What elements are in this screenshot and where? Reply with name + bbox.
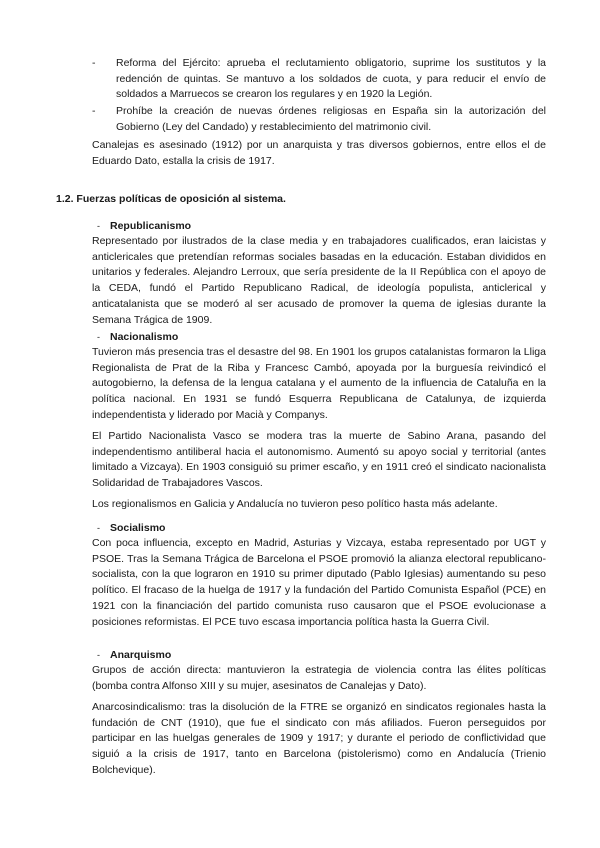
bullet-item-army-reform [92,56,546,103]
sub-bullet: - [97,650,100,660]
heading-anarquismo: - Anarquismo [97,649,172,661]
canalejas-paragraph: Canalejas es asesinado (1912) por un anarquista y tras diversos gobiernos, entre ellos el de Eduardo Dato, estalla la crisis de 1917. [92,139,546,167]
bullet-dash: - [92,57,96,69]
heading-nacionalismo: - Nacionalismo [97,331,179,343]
anarquismo-paragraph-2: Anarcosindicalismo: tras la disolución de la FTRE se organizó en sindicatos regionales hasta la fundación de CNT (1910), que fue el sindicato con más afiliados. Fueron perseguidos por participar en las huelgas generales de 1909 y 1917; y durante el periodo de conflictividad que siguió a la crisis de 1917, tanto en Barcelona (pistolerismo) como en Andalucía (Trienio Bolchevique). [92,701,546,776]
socialismo-paragraph: Con poca influencia, excepto en Madrid, Asturias y Vizcaya, estaba representado por UGT y PSOE. Tras la Semana Trágica de Barcelona el PSOE promovió la alianza electoral republicano-socialista, con la que lograron en 1910 su primer diputado (Pablo Iglesias) aumentando su peso político. El fracaso de la huelga de 1917 y la fundación del Partido Comunista Español (PCE) en 1921 con la financiación del partido comunista ruso causaron que el PSOE evolucionase a posiciones reformistas. El PCE tuvo escasa importancia política hasta la Guerra Civil. [92,537,546,628]
sub-bullet: - [97,332,100,342]
nacionalismo-paragraph-2: El Partido Nacionalista Vasco se modera tras la muerte de Sabino Arana, pasando del independentismo antiliberal hacia el autonomismo. Aumentó su apoyo social y territorial (antes limitado a Vizcaya). En 1903 consiguió su primer escaño, y en 1911 creó el sindicato nacionalista Solidaridad de Trabajadores Vascos. [92,430,546,490]
bullet-item-padlock-law [92,104,546,135]
section-title: 1.2. Fuerzas políticas de oposición al sistema. [56,193,286,205]
bullet-text: Prohíbe la creación de nuevas órdenes religiosas en España sin la autorización del Gobierno (Ley del Candado) y restablecimiento del matrimonio civil. [116,105,546,133]
nacionalismo-paragraph-3: Los regionalismos en Galicia y Andalucía no tuvieron peso político hasta más adelante. [92,498,498,510]
nacionalismo-paragraph-1: Tuvieron más presencia tras el desastre del 98. En 1901 los grupos catalanistas formaron la Lliga Regionalista de Prat de la Riba y Francesc Cambó, apoyada por la burguesía reivindicó el autogobierno, la defensa de la lengua catalana y el aumento de la influencia de Cataluña en la política nacional. En 1931 se fundó Esquerra Republicana de Catalunya, de izquierda independentista y liderado por Macià y Companys. [92,346,546,421]
republicanismo-paragraph: Representado por ilustrados de la clase media y en trabajadores cualificados, eran laicistas y anticlericales que pretendían reformas sociales basadas en la educación. Estaban divididos en unitarios y federales. Alejandro Lerroux, que sería presidente de la II República con el apoyo de la CEDA, fundó el Partido Republicano Radical, de ideología populista, anticlerical y anticatalanista que se moderó al ser acusado de promover la quema de iglesias durante la Semana Trágica de 1909. [92,235,546,326]
heading-republicanismo: - Republicanismo [97,220,192,232]
sub-bullet: - [97,221,100,231]
bullet-text: Reforma del Ejército: aprueba el reclutamiento obligatorio, suprime los sustitutos y la redención de quintas. Se mantuvo a los soldados de cuota, y para reducir el envío de soldados a Marruecos se crearon los regulares y en 1920 la Legión. [116,57,546,101]
heading-socialismo: - Socialismo [97,522,166,534]
anarquismo-paragraph-1: Grupos de acción directa: mantuvieron la estrategia de violencia contra las élites políticas (bomba contra Alfonso XIII y su mujer, asesinatos de Canalejas y Dato). [92,664,546,692]
reform-bullet-list [92,56,546,137]
sub-bullet: - [97,523,100,533]
bullet-dash: - [92,105,96,118]
